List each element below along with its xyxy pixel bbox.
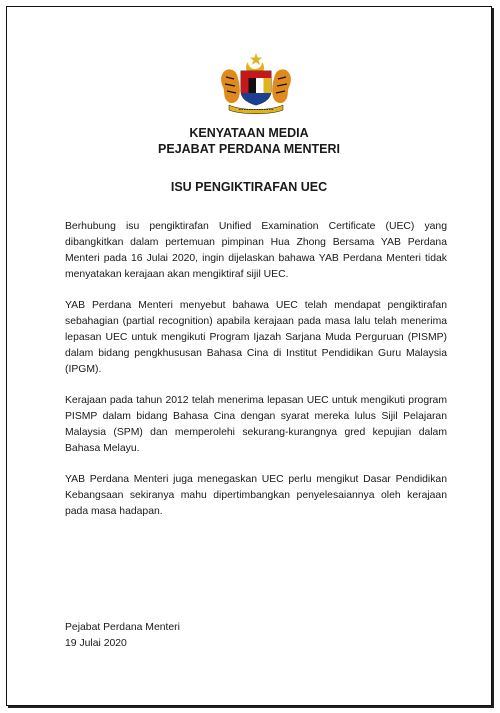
paragraph-1: Berhubung isu pengiktirafan Unified Examination Certificate (UEC) yang dibangkitkan dalam pertemuan pimpinan Hua Zhong Bersama YAB Perdana Menteri pada 16 Julai 2020, ingin dijelaskan bahawa YAB Perdana Menteri tidak menyatakan kerajaan akan mengiktiraf sijil UEC. [65, 221, 447, 280]
malaysia-coat-of-arms-icon [215, 53, 297, 115]
document-page [6, 6, 492, 706]
paragraph-2: YAB Perdana Menteri menyebut bahawa UEC telah mendapat pengiktirafan sebahagian (partial recognition) apabila kerajaan pada masa lalu telah menerima lepasan UEC untuk mengikuti Program Ijazah Sarjana Muda Perguruan (PISMP) dalam bidang pengkhususan Bahasa Cina di Institut Pendidikan Guru Malaysia (IPGM). [65, 300, 447, 375]
signoff [65, 620, 180, 652]
subject-title: ISU PENGIKTIRAFAN UEC [170, 180, 328, 194]
header-office: PEJABAT PERDANA MENTERI [158, 142, 340, 156]
signoff-date: 19 Julai 2020 [65, 638, 127, 649]
statement-body [65, 219, 447, 535]
paragraph-3: Kerajaan pada tahun 2012 telah menerima lepasan UEC untuk mengikuti program PISMP dalam bidang Bahasa Cina dengan syarat mereka lulus Sijil Pelajaran Malaysia (SPM) dan memperolehi sekurang-kurangnya gred kepujian dalam Bahasa Melayu. [65, 395, 447, 454]
header-title: KENYATAAN MEDIA [189, 126, 309, 140]
signoff-office: Pejabat Perdana Menteri [65, 622, 180, 633]
paragraph-4: YAB Perdana Menteri juga menegaskan UEC perlu mengikut Dasar Pendidikan Kebangsaan sekiranya mahu dipertimbangkan penyelesaiannya oleh kerajaan pada masa hadapan. [65, 474, 447, 517]
